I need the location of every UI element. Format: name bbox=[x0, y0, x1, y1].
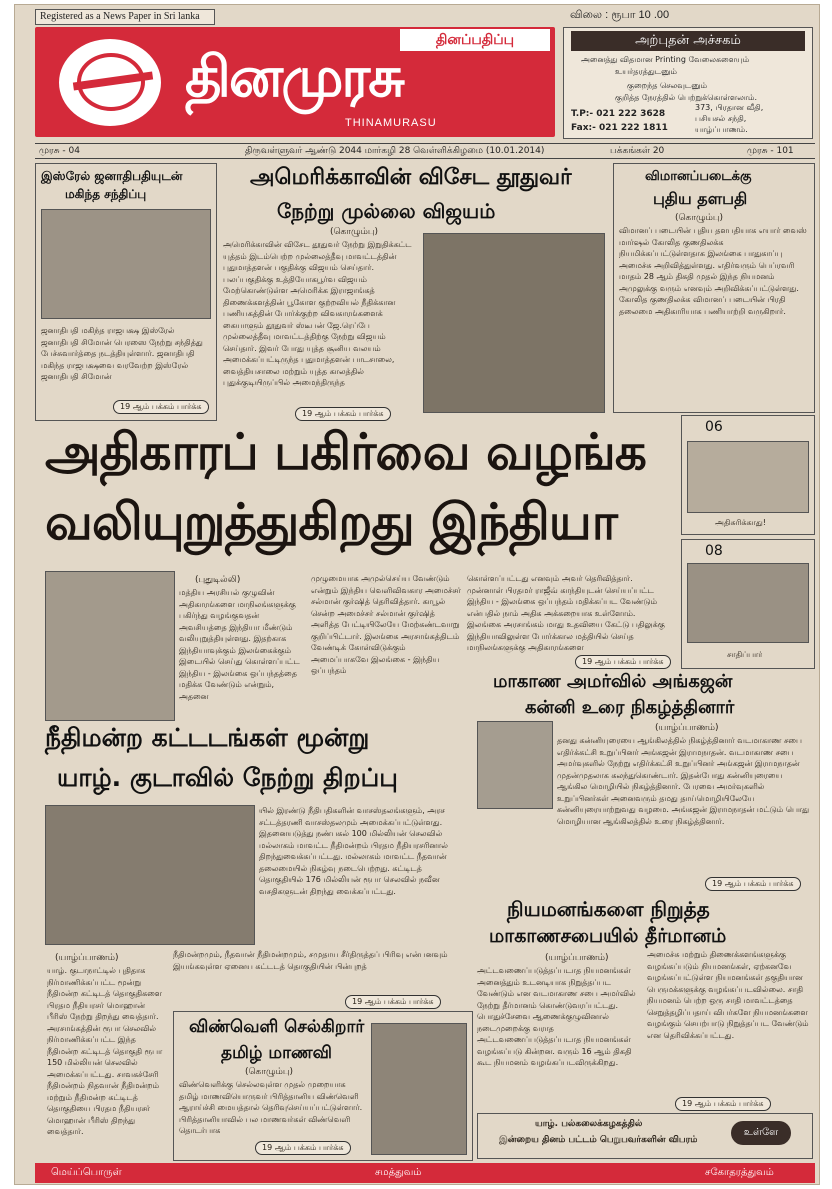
story-title: யாழ். குடாவில் நேற்று திறப்பு bbox=[57, 763, 398, 792]
ad-line: குறித்த நேரத்தில் பெற்றுக்கொள்ளலாம். bbox=[615, 93, 757, 102]
story-dateline: (கொழும்பு) bbox=[245, 1067, 294, 1077]
lead-headline-line2: வலியுறுத்துகிறது இந்தியா bbox=[45, 493, 617, 551]
registered-notice: Registered as a News Paper in Sri lanka bbox=[35, 9, 215, 25]
newspaper-page bbox=[14, 4, 820, 1185]
story-title: தமிழ் மாணவி bbox=[221, 1043, 332, 1063]
ad-title: அற்புதன் அச்சகம் bbox=[571, 31, 805, 51]
promo-line: இன்றைய தினம் பட்டம் பெறுபவர்களின் விபரம் bbox=[499, 1135, 698, 1145]
ad-fax: Fax:- 021 222 1811 bbox=[571, 123, 668, 133]
promo-inside-badge[interactable]: உள்ளே bbox=[731, 1121, 791, 1145]
teaser-page-number: 06 bbox=[705, 419, 723, 435]
story-dateline: (யாழ்ப்பாணம்) bbox=[655, 723, 719, 733]
edition-label: தினப்பதிப்பு bbox=[400, 29, 550, 51]
ad-line: உயர்தரத்துடனும் bbox=[615, 67, 677, 76]
footer-bar bbox=[35, 1163, 815, 1183]
photo-court-opening bbox=[45, 805, 255, 945]
see-page-link[interactable]: 19 ஆம் பக்கம் பார்க்க bbox=[255, 1141, 351, 1155]
teaser-photo bbox=[687, 441, 809, 513]
see-page-link[interactable]: 19 ஆம் பக்கம் பார்க்க bbox=[295, 407, 391, 421]
ad-line: அனைத்து விதமான Printing வேலைகளையும் bbox=[581, 55, 750, 64]
story-dateline: (புதுடில்லி) bbox=[195, 575, 241, 585]
story-column: யாழ். குடாநாட்டில் புதிதாக நிர்மாணிக்கப்பட்ட மூன்று நீதிமன்ற கட்டிடத் தொகுதிகளை பிரதம நீதியரசர் மொஹான் பீரிஸ் நேற்று திறந்து வைத்தார். அரசாங்கத்தின் ரூபா செலவில் நிர்மாணிக்கப்பட்ட இந்த நீதிமன்ற கட்டிடத் தொகுதி ரூபா 150 மில்லியன் செலவில் அமைக்கப்பட்டது. சாவகச்சேரி நீதிமன்றம் நிதவான் நீதிமன்றம் மற்றும் நீதிமன்ற கட்டிடத் தொகுதியை பிரதம நீதியரசர் மொஹான் பீரிஸ் திறந்து வைத்தார். bbox=[47, 966, 163, 1136]
photo-minister bbox=[45, 571, 175, 721]
see-page-link[interactable]: 19 ஆம் பக்கம் பார்க்க bbox=[345, 995, 441, 1009]
story-body: விண்வெளிக்கு செல்லவுள்ள முதல் முறையாக தமிழ் மாணவியொருவர் பிரித்தானிய விண்வெளி ஆராய்ச்சி மையத்தால் தெரிவுசெய்யப்பட்டுள்ளார். பிரித்தானியாவில் பல மாணவர்கள் விண்வெளி தொடர்பாக bbox=[179, 1080, 363, 1135]
story-title: அமெரிக்காவின் விசேட தூதுவர் bbox=[250, 165, 572, 190]
photo-member bbox=[477, 721, 553, 809]
teaser-photo bbox=[687, 563, 809, 643]
ad-line: குறைந்த செலவுடனும் bbox=[627, 81, 708, 90]
footer-left: மெய்ப்பொருள் bbox=[51, 1167, 122, 1178]
ad-address: யாழ்ப்பாணம். bbox=[695, 125, 748, 134]
brand-latin: THINAMURASU bbox=[345, 117, 437, 129]
story-dateline: (யாழ்ப்பாணம்) bbox=[55, 953, 119, 963]
story-title: நீதிமன்ற கட்டடங்கள் மூன்று bbox=[45, 723, 370, 752]
price-label: விலை : ரூபா 10 .00 bbox=[570, 9, 670, 21]
photo-envoy bbox=[423, 233, 605, 413]
story-column: நீதிமன்றமும், நீதவான் நீதிமன்றமும், சமுதாய சீர்திருத்தப் பிரிவு என்பனவும் இயங்கவுள்ள ஏனைய கட்டடத் தொகுதியின் பின்புறத் bbox=[173, 950, 448, 971]
story-title: விண்வெளி செல்கிறார் bbox=[189, 1017, 365, 1037]
story-title: இஸ்ரேல் ஜனாதிபதியுடன் bbox=[41, 169, 183, 183]
story-title: நேற்று முல்லை விஜயம் bbox=[277, 199, 496, 223]
footer-right: சகோதரத்துவம் bbox=[705, 1167, 774, 1178]
page-count: பக்கங்கள் 20 bbox=[610, 146, 665, 156]
photo-student bbox=[371, 1023, 467, 1155]
see-page-link[interactable]: 19 ஆம் பக்கம் பார்க்க bbox=[705, 877, 801, 891]
issue-date: திருவள்ளுவர் ஆண்டு 2044 மார்கழி 28 வெள்ளிக்கிழமை (10.01.2014) bbox=[245, 146, 545, 156]
footer-center: சமத்துவம் bbox=[375, 1167, 422, 1178]
story-column: மத்திய அரசியல் குழுவின் அதிகாரங்களை மாநிலங்களுக்கு பகிர்ந்து வழங்குவதன் அவசியத்தை இந்தியா மீண்டும் வலியுறுத்தியுள்ளது. இதற்காக இந்தியாவுக்கும் இலங்கைக்கும் இடையில் செய்து கொள்ளப்பட்ட இந்திய - இலங்கை ஒப்பந்தத்தை மதிக்க வேண்டும் என்றும், அதனை bbox=[179, 588, 300, 701]
story-title: மகிந்த சந்திப்பு bbox=[65, 187, 147, 201]
story-column: யில் இரண்டு நீதிபதிகளின் வாசஸ்தலங்களும், அரச சட்டத்தரணி வாசஸ்தலமும் அமைக்கப்பட்டுள்ளது. இதனையடுத்து நண்பகல் 100 மில்லியன் செலவில் மல்லாகம் மாவட்ட நீதிமன்றம் பிரதம நீதியரசரினால் திறந்துவைக்கப்பட்டது. மல்லாகம் மாவட்ட நீதவான் தலைமையில் நிகழ்வு நடைபெற்றது. கட்டிடத் தொகுதியில் 176 மில்லியன் ரூபா செலவில் நவீன வசதிகளுடன் திறந்து வைக்கப்பட்டது. bbox=[259, 806, 448, 896]
brand-title: தினமுரசு bbox=[185, 45, 403, 110]
issue-number: முரசு - 101 bbox=[747, 146, 794, 156]
teaser-caption: அதிசுரிக்காது! bbox=[715, 518, 766, 527]
story-title: விமானப்படைக்கு bbox=[645, 169, 752, 184]
promo-line: யாழ். பல்கலைக்கழகத்தில் bbox=[535, 1119, 643, 1129]
see-page-link[interactable]: 19 ஆம் பக்கம் பார்க்க bbox=[675, 1097, 771, 1111]
story-dateline: (யாழ்ப்பாணம்) bbox=[545, 953, 609, 963]
story-dateline: (கொழும்பு) bbox=[330, 227, 379, 237]
ad-address: பசியசல் சந்தி, bbox=[695, 114, 747, 123]
story-body: அமெரிக்காவின் விசேட தூதுவர் நேற்று இறுதிக்கட்ட யுத்தம் இடம்பெற்ற முல்லைத்தீவு மாவட்டத்தின் புதுமாத்தளன் பகுதிக்கு விஜயம் செய்தார். பலப்பகுதிக்கு உத்தியோகபூர்வ விஜயம் மேற்கொண்டுள்ள அமெரிக்க இராஜாங்கத் திணைக்களத்தின் பூகோள குற்றவியல் நீதிக்கான பணியகத்தின் போர்க்குற்ற விவகாரங்களைக் கையாளும் தூதுவர் ஸ்டீபன் ஜே.ரெப்பே முல்லைத்தீவு மாவட்டத்திற்கு நேற்று விஜயம் செய்தார். இவர் போது யுத்த சூனிய வலயம் அமைக்கப்பட்டிருந்த புதுமாத்தளன் பாடசாலை, வைத்தியசாலை மற்றும் யுத்த காலத்தில் புதுக்குடியிருப்பில் அமைந்திருந்த bbox=[223, 240, 412, 387]
teaser-page-number: 08 bbox=[705, 543, 723, 559]
story-body: தனது கன்னியுரையை ஆங்கிலத்தில் நிகழ்த்தினார் வடமாகாண சபை எதிர்க்கட்சி உறுப்பினர் அங்கஜன் இராமநாதன். வடமாகாண சபை அமர்வுகளில் நேற்று எதிர்க்கட்சி உறுப்பினர் அங்கஜன் இராமநாதன் முதன்முதலாக கலந்துகொண்டார். இதன்போது கன்னியுரையை ஆங்கில மொழியில் நிகழ்த்தினார். பேரவை அமர்வுகளில் உறுப்பினர்கள் அனைவரும் தமது தாய்மொழியிலேயே கன்னியுரையாற்றுவது வழமை. அங்கஜன் இராமநாதன் மட்டும் பொது மொழியான ஆங்கிலத்தில் உரை நிகழ்த்தினார். bbox=[557, 736, 810, 826]
ad-address: 373, பிரதான வீதி, bbox=[695, 103, 764, 112]
story-body: விமானப் படையின் புதிய தளபதியாக எயார் வைஸ் மார்ஷல் கோலித குணதிலக்க நியமிக்கப்பட்டுள்ளதாக இலங்கை பாதுகாப்பு அமைச்சு அறிவித்துள்ளது. எதிர்வரும் பெப்ரவரி மாதம் 28 ஆம் திகதி முதல் இந்த நியமனம் அமுலுக்கு வரும் எனவும் அறிவிக்கப்பட்டுள்ளது. கோலித குணதிலக்க விமானப் படையின் பிரதி தலைமை அதிகாரியாக பணியாற்றி வருகிறார். bbox=[619, 226, 807, 316]
teaser-caption: சாதிப்பார் bbox=[727, 650, 763, 659]
story-title: மாகாண அமர்வில் அங்கஜன் bbox=[493, 671, 733, 692]
story-column: அமைச்சு மற்றும் திணைக்களங்களுக்கு வழங்கப்படும் நியமனங்கள், ஏற்கனவே வழங்கப்பட்டுள்ள நியமனங்கள் தகுதியான பெருமக்களுக்கு வழங்கப்படவில்லை. சாதி நியமனம் பெற்ற ஒரு சாதி மாவட்டத்தை செறுத்தழிப்பதாய் விபர்களே நியமனங்களை வழங்கும் செயற்பாடு நிறுத்தப்பட வேண்டும் என தெரிவிக்கப்பட்டது. bbox=[647, 950, 809, 1040]
story-dateline: (கொழும்பு) bbox=[675, 213, 724, 223]
lead-headline-line1: அதிகாரப் பகிர்வை வழங்க bbox=[45, 423, 646, 481]
ad-phone: T.P:- 021 222 3628 bbox=[571, 109, 666, 119]
story-title: நியமனங்களை நிறுத்த bbox=[507, 897, 710, 921]
see-page-link[interactable]: 19 ஆம் பக்கம் பார்க்க bbox=[575, 655, 671, 669]
murasu-number: முரசு - 04 bbox=[39, 146, 80, 156]
story-column: அட்டவணைப்படுத்தப்படாத நியமனங்கள் அனைத்தும் உடனடியாக நிறுத்தப்பட வேண்டும் என வடமாகாண சபை அமர்வில் நேற்று தீர்மானம் கொண்டுவரப்பட்டது. பொதுச்சேவை ஆணைக்குழுவினால் நடைமுறைக்கு வராத அட்டவணைப்படுத்தப்படாத நியமனங்கள் வழங்கப்படு கின்றன. வரும் 16 ஆம் திகதி கூட நியமனம் வழங்கப்படவிருக்கிறது. bbox=[477, 966, 636, 1067]
story-title: புதிய தளபதி bbox=[653, 189, 748, 208]
dateline-bar bbox=[35, 143, 815, 159]
story-title: மாகாணசபையில் தீர்மானம் bbox=[489, 925, 727, 947]
story-column: முழுமையாக அமுல்செய்ய வேண்டும் என்றும் இந்திய வெளிவிவகார அமைச்சர் சல்மான் குர்ஷித் தெரிவித்தார். காபூல் சென்ற அமைச்சர் சல்மான் குர்ஷித் அளித்த பேட்டியிலேயே மேற்கண்டவாறு குறிப்பிட்டார். இலங்கை அரசாங்கத்திடம் வேண்டிக் கோள்விடுக்கும் அமைப்பாகவே இலங்கை - இந்திய ஒப்பந்தம் bbox=[311, 574, 461, 675]
story-column: கொள்ளப்பட்டது எனவும் அவர் தெரிவித்தார். முன்னாள் பிரதமர் ராஜீவ் காந்தியுடன் செய்யப்பட்ட இந்திய - இலங்கை ஒப்பந்தம் மதிக்கப்பட வேண்டும் என்பதில் நாம் அதிக அக்கறையாக உள்ளோம். இலங்கை அரசாங்கம் மாது உதவியை கேட்டு பதிலுக்கு இந்தியாவிலுள்ள போர்க்கால மத்தியில் செய்த மாநிலங்களுக்கு அதிகாரங்களை bbox=[467, 574, 665, 652]
see-page-link[interactable]: 19 ஆம் பக்கம் பார்க்க bbox=[113, 400, 209, 414]
photo-meeting bbox=[41, 209, 211, 319]
story-body: ஜனாதிபதி மகிந்த ராஜபக்ஷ இஸ்ரேல் ஜனாதிபதி சிமோன் பெரஸை நேற்று சந்தித்து பேச்சுவார்த்தை நடத்தியுள்ளார். ஜனாதிபதி மகிந்த ராஜபக்ஷவை வரவேற்ற இஸ்ரேல் ஜனாதிபதி சிமோன் bbox=[41, 326, 203, 381]
story-title: கன்னி உரை நிகழ்த்தினார் bbox=[525, 697, 735, 718]
